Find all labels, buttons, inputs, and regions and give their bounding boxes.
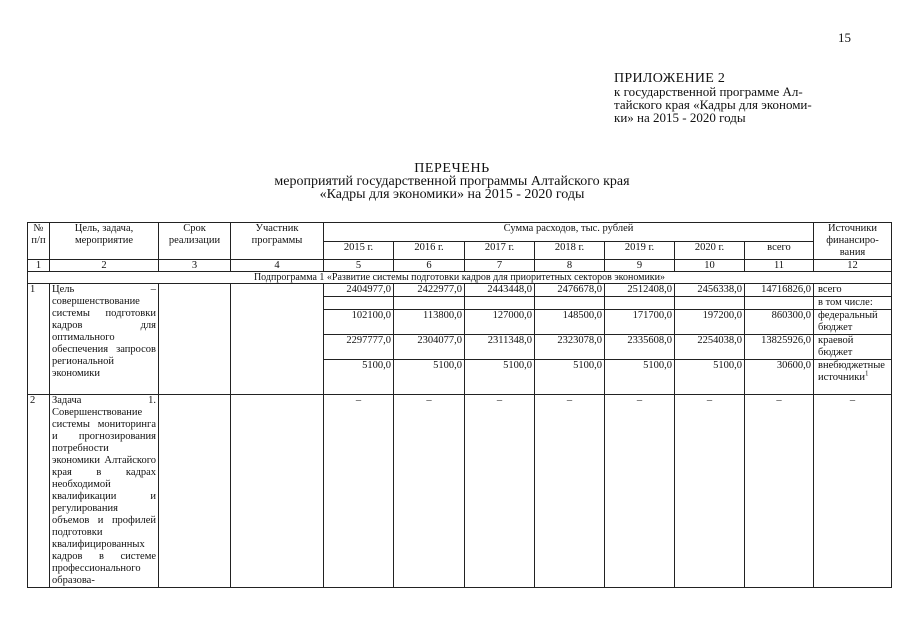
dash-cell: – bbox=[465, 395, 535, 588]
header-year: 2016 г. bbox=[394, 241, 465, 260]
header-participant: Участник программы bbox=[231, 223, 324, 260]
appendix-line: тайского края «Кадры для экономи- bbox=[614, 97, 812, 112]
title-line: ПЕРЕЧЕНЬ bbox=[414, 161, 490, 176]
source-cell: в том числе: bbox=[814, 297, 892, 310]
source-cell bbox=[814, 360, 892, 395]
value-cell: 2297777,0 bbox=[324, 335, 394, 360]
appendix-block bbox=[614, 72, 812, 124]
dash-cell: – bbox=[394, 395, 465, 588]
value-cell: 5100,0 bbox=[605, 360, 675, 395]
column-number: 9 bbox=[605, 260, 675, 272]
title-line: мероприятий государственной программы Алтайского края bbox=[274, 174, 630, 189]
column-number: 12 bbox=[814, 260, 892, 272]
header-year: 2017 г. bbox=[465, 241, 535, 260]
row-term bbox=[159, 284, 231, 395]
dash-cell: – bbox=[535, 395, 605, 588]
value-cell: 5100,0 bbox=[394, 360, 465, 395]
value-cell: 148500,0 bbox=[535, 310, 605, 335]
value-cell: 860300,0 bbox=[745, 310, 814, 335]
column-number: 6 bbox=[394, 260, 465, 272]
header-row bbox=[28, 223, 892, 242]
empty-cell bbox=[675, 297, 745, 310]
column-number: 2 bbox=[50, 260, 159, 272]
subprogram-row bbox=[28, 272, 892, 284]
column-number: 4 bbox=[231, 260, 324, 272]
column-numbers-row bbox=[28, 260, 892, 272]
value-cell: 113800,0 bbox=[394, 310, 465, 335]
row-number: 2 bbox=[28, 395, 50, 588]
value-cell: 30600,0 bbox=[745, 360, 814, 395]
header-sum: Сумма расходов, тыс. рублей bbox=[324, 223, 814, 242]
measures-table bbox=[27, 222, 892, 588]
header-num: № п/п bbox=[28, 223, 50, 260]
value-cell: 197200,0 bbox=[675, 310, 745, 335]
value-cell: 2443448,0 bbox=[465, 284, 535, 297]
value-cell: 2304077,0 bbox=[394, 335, 465, 360]
column-number: 11 bbox=[745, 260, 814, 272]
value-cell: 102100,0 bbox=[324, 310, 394, 335]
appendix-heading: ПРИЛОЖЕНИЕ 2 bbox=[614, 71, 726, 86]
column-number: 3 bbox=[159, 260, 231, 272]
value-cell: 5100,0 bbox=[675, 360, 745, 395]
row-description: Цель – совершенствование системы подготовки кадров для оптимального обеспечения запросов региональной экономики bbox=[50, 284, 159, 395]
row-number: 1 bbox=[28, 284, 50, 395]
empty-cell bbox=[535, 297, 605, 310]
column-number: 7 bbox=[465, 260, 535, 272]
value-cell: 127000,0 bbox=[465, 310, 535, 335]
empty-cell bbox=[745, 297, 814, 310]
subprogram-title: Подпрограмма 1 «Развитие системы подготовки кадров для приоритетных секторов экономики» bbox=[28, 272, 892, 284]
dash-cell: – bbox=[324, 395, 394, 588]
header-year: 2018 г. bbox=[535, 241, 605, 260]
value-cell: 2254038,0 bbox=[675, 335, 745, 360]
empty-cell bbox=[605, 297, 675, 310]
source-cell: краевой бюджет bbox=[814, 335, 892, 360]
column-number: 5 bbox=[324, 260, 394, 272]
table-row bbox=[28, 395, 892, 588]
dash-cell: – bbox=[675, 395, 745, 588]
document-title bbox=[190, 162, 714, 201]
empty-cell bbox=[324, 297, 394, 310]
value-cell: 171700,0 bbox=[605, 310, 675, 335]
value-cell: 2422977,0 bbox=[394, 284, 465, 297]
value-cell: 2311348,0 bbox=[465, 335, 535, 360]
value-cell: 13825926,0 bbox=[745, 335, 814, 360]
appendix-line: ки» на 2015 - 2020 годы bbox=[614, 110, 746, 125]
row-participant bbox=[231, 284, 324, 395]
value-cell: 5100,0 bbox=[324, 360, 394, 395]
value-cell: 5100,0 bbox=[535, 360, 605, 395]
source-label: внебюджетные источники bbox=[818, 360, 885, 383]
header-total: всего bbox=[745, 241, 814, 260]
value-cell: 2323078,0 bbox=[535, 335, 605, 360]
header-sources: Источники финансиро-вания bbox=[814, 223, 892, 260]
header-term: Срок реализации bbox=[159, 223, 231, 260]
table-row bbox=[28, 284, 892, 297]
header-year: 2020 г. bbox=[675, 241, 745, 260]
column-number: 10 bbox=[675, 260, 745, 272]
dash-cell: – bbox=[745, 395, 814, 588]
empty-cell bbox=[465, 297, 535, 310]
appendix-line: к государственной программе Ал- bbox=[614, 84, 803, 99]
header-goal: Цель, задача, мероприятие bbox=[50, 223, 159, 260]
empty-cell bbox=[394, 297, 465, 310]
footnote-mark: 1 bbox=[864, 369, 869, 378]
title-line: «Кадры для экономики» на 2015 - 2020 годы bbox=[319, 187, 585, 202]
dash-cell: – bbox=[605, 395, 675, 588]
column-number: 1 bbox=[28, 260, 50, 272]
page-number: 15 bbox=[838, 30, 851, 45]
source-cell: всего bbox=[814, 284, 892, 297]
value-cell: 5100,0 bbox=[465, 360, 535, 395]
value-cell: 2456338,0 bbox=[675, 284, 745, 297]
value-cell: 2404977,0 bbox=[324, 284, 394, 297]
source-cell: федеральный бюджет bbox=[814, 310, 892, 335]
value-cell: 2512408,0 bbox=[605, 284, 675, 297]
value-cell: 2476678,0 bbox=[535, 284, 605, 297]
row-description: Задача 1. Совершенствование системы мониторинга и прогнозирования потребности экономики Алтайского края в кадрах необходимой квалификации и регулирования объемов и профилей подготовки квалифицированных кадров в системе профессионального образова- bbox=[50, 395, 159, 588]
header-year: 2015 г. bbox=[324, 241, 394, 260]
value-cell: 14716826,0 bbox=[745, 284, 814, 297]
dash-cell: – bbox=[814, 395, 892, 588]
row-participant bbox=[231, 395, 324, 588]
column-number: 8 bbox=[535, 260, 605, 272]
row-term bbox=[159, 395, 231, 588]
value-cell: 2335608,0 bbox=[605, 335, 675, 360]
header-year: 2019 г. bbox=[605, 241, 675, 260]
